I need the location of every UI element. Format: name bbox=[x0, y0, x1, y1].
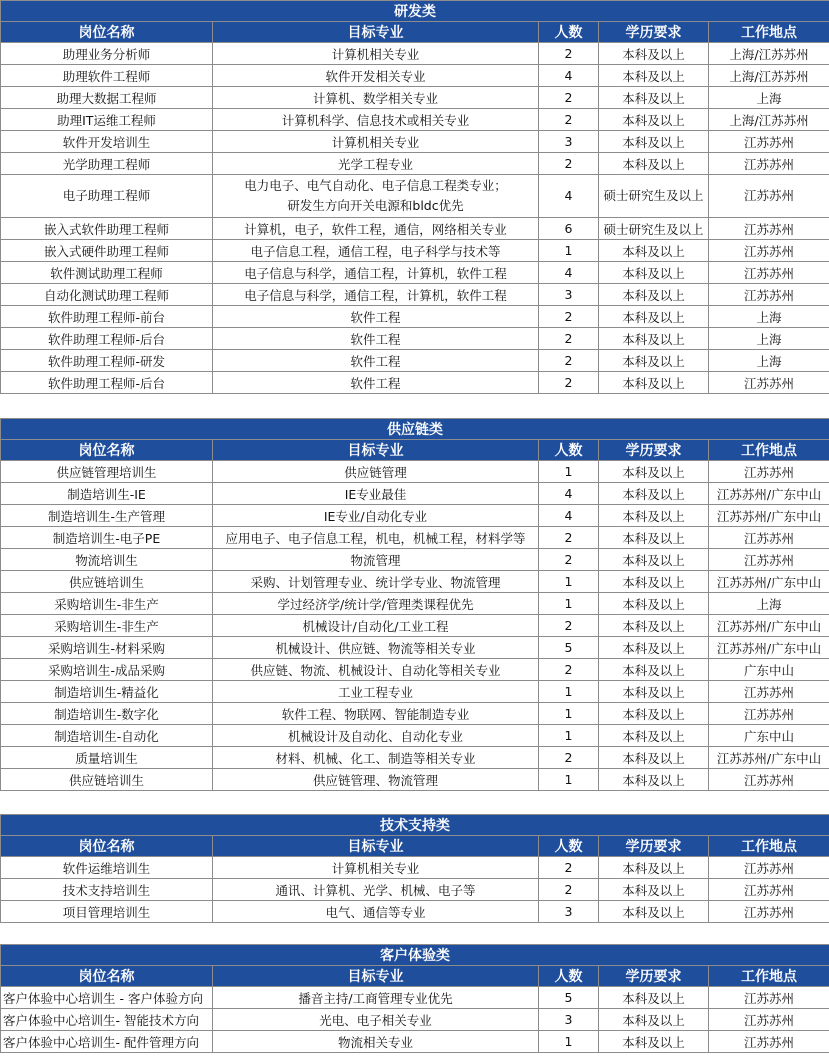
position-name-cell: 制造培训生-精益化 bbox=[1, 681, 213, 703]
education-cell: 本科及以上 bbox=[599, 747, 709, 769]
location-cell: 江苏苏州 bbox=[709, 218, 829, 240]
headcount-cell: 1 bbox=[539, 593, 599, 615]
education-cell: 本科及以上 bbox=[599, 306, 709, 328]
location-cell: 江苏苏州/广东中山 bbox=[709, 571, 829, 593]
headcount-cell: 2 bbox=[539, 109, 599, 131]
location-cell: 江苏苏州 bbox=[709, 131, 829, 153]
education-cell: 本科及以上 bbox=[599, 131, 709, 153]
location-cell: 江苏苏州 bbox=[709, 262, 829, 284]
section-title: 技术支持类 bbox=[1, 815, 829, 836]
major-cell: 光电、电子相关专业 bbox=[213, 1009, 539, 1031]
major-cell: IE专业/自动化专业 bbox=[213, 505, 539, 527]
section-title: 供应链类 bbox=[1, 419, 829, 440]
header-position-name: 岗位名称 bbox=[1, 440, 213, 461]
header-headcount: 人数 bbox=[539, 836, 599, 857]
section-title: 研发类 bbox=[1, 1, 829, 22]
table-row bbox=[1, 593, 829, 615]
major-cell: 软件工程 bbox=[213, 328, 539, 350]
table-row bbox=[1, 218, 829, 240]
header-position-name: 岗位名称 bbox=[1, 966, 213, 987]
table-row bbox=[1, 461, 829, 483]
major-cell: 应用电子、电子信息工程，机电，机械工程，材料学等 bbox=[213, 527, 539, 549]
headcount-cell: 1 bbox=[539, 461, 599, 483]
headcount-cell: 2 bbox=[539, 372, 599, 394]
table-row bbox=[1, 262, 829, 284]
job-table bbox=[0, 944, 829, 1053]
location-cell: 江苏苏州 bbox=[709, 549, 829, 571]
major-cell: 软件工程 bbox=[213, 372, 539, 394]
headcount-cell: 1 bbox=[539, 769, 599, 791]
headcount-cell: 2 bbox=[539, 615, 599, 637]
headcount-cell: 5 bbox=[539, 987, 599, 1009]
position-name-cell: 软件助理工程师-后台 bbox=[1, 328, 213, 350]
table-row bbox=[1, 725, 829, 747]
major-cell: 物流相关专业 bbox=[213, 1031, 539, 1053]
position-name-cell: 嵌入式硬件助理工程师 bbox=[1, 240, 213, 262]
major-cell: 材料、机械、化工、制造等相关专业 bbox=[213, 747, 539, 769]
table-row bbox=[1, 483, 829, 505]
location-cell: 上海/江苏苏州 bbox=[709, 109, 829, 131]
headcount-cell: 3 bbox=[539, 131, 599, 153]
table-row bbox=[1, 901, 829, 923]
table-row bbox=[1, 703, 829, 725]
table-row bbox=[1, 43, 829, 65]
major-cell: 机械设计、供应链、物流等相关专业 bbox=[213, 637, 539, 659]
position-name-cell: 技术支持培训生 bbox=[1, 879, 213, 901]
location-cell: 江苏苏州/广东中山 bbox=[709, 747, 829, 769]
table-row bbox=[1, 131, 829, 153]
headcount-cell: 1 bbox=[539, 681, 599, 703]
location-cell: 上海 bbox=[709, 306, 829, 328]
major-cell: 计算机，电子，软件工程，通信，网络相关专业 bbox=[213, 218, 539, 240]
headcount-cell: 2 bbox=[539, 659, 599, 681]
position-name-cell: 助理IT运维工程师 bbox=[1, 109, 213, 131]
position-name-cell: 制造培训生-数字化 bbox=[1, 703, 213, 725]
major-cell: 工业工程专业 bbox=[213, 681, 539, 703]
job-table bbox=[0, 0, 829, 394]
table-row bbox=[1, 328, 829, 350]
education-cell: 本科及以上 bbox=[599, 901, 709, 923]
headcount-cell: 4 bbox=[539, 262, 599, 284]
header-location: 工作地点 bbox=[709, 440, 829, 461]
table-row bbox=[1, 505, 829, 527]
position-name-cell: 质量培训生 bbox=[1, 747, 213, 769]
table-row bbox=[1, 153, 829, 175]
header-location: 工作地点 bbox=[709, 836, 829, 857]
education-cell: 本科及以上 bbox=[599, 153, 709, 175]
education-cell: 本科及以上 bbox=[599, 769, 709, 791]
location-cell: 江苏苏州 bbox=[709, 769, 829, 791]
education-cell: 本科及以上 bbox=[599, 593, 709, 615]
headcount-cell: 2 bbox=[539, 879, 599, 901]
education-cell: 本科及以上 bbox=[599, 350, 709, 372]
table-row bbox=[1, 87, 829, 109]
headcount-cell: 1 bbox=[539, 240, 599, 262]
position-name-cell: 供应链管理培训生 bbox=[1, 461, 213, 483]
education-cell: 本科及以上 bbox=[599, 615, 709, 637]
job-table bbox=[0, 814, 829, 923]
major-cell: 机械设计及自动化、自动化专业 bbox=[213, 725, 539, 747]
table-row bbox=[1, 769, 829, 791]
location-cell: 江苏苏州 bbox=[709, 681, 829, 703]
header-headcount: 人数 bbox=[539, 22, 599, 43]
education-cell: 本科及以上 bbox=[599, 571, 709, 593]
major-cell: 电力电子、电气自动化、电子信息工程类专业； 研发生方向开关电源和bldc优先 bbox=[213, 175, 539, 218]
education-cell: 本科及以上 bbox=[599, 703, 709, 725]
header-headcount: 人数 bbox=[539, 440, 599, 461]
location-cell: 江苏苏州 bbox=[709, 857, 829, 879]
education-cell: 本科及以上 bbox=[599, 505, 709, 527]
section-table bbox=[0, 944, 829, 1053]
table-row bbox=[1, 284, 829, 306]
position-name-cell: 软件助理工程师-后台 bbox=[1, 372, 213, 394]
table-row bbox=[1, 65, 829, 87]
table-row bbox=[1, 879, 829, 901]
position-name-cell: 软件测试助理工程师 bbox=[1, 262, 213, 284]
location-cell: 江苏苏州 bbox=[709, 703, 829, 725]
major-cell: 软件工程 bbox=[213, 306, 539, 328]
position-name-cell: 自动化测试助理工程师 bbox=[1, 284, 213, 306]
location-cell: 江苏苏州/广东中山 bbox=[709, 483, 829, 505]
education-cell: 本科及以上 bbox=[599, 527, 709, 549]
location-cell: 广东中山 bbox=[709, 725, 829, 747]
education-cell: 本科及以上 bbox=[599, 328, 709, 350]
position-name-cell: 制造培训生-电子PE bbox=[1, 527, 213, 549]
position-name-cell: 采购培训生-成品采购 bbox=[1, 659, 213, 681]
position-name-cell: 采购培训生-非生产 bbox=[1, 593, 213, 615]
education-cell: 本科及以上 bbox=[599, 372, 709, 394]
position-name-cell: 软件开发培训生 bbox=[1, 131, 213, 153]
table-row bbox=[1, 527, 829, 549]
header-major: 目标专业 bbox=[213, 966, 539, 987]
header-education: 学历要求 bbox=[599, 966, 709, 987]
education-cell: 本科及以上 bbox=[599, 725, 709, 747]
position-name-cell: 制造培训生-自动化 bbox=[1, 725, 213, 747]
education-cell: 本科及以上 bbox=[599, 109, 709, 131]
table-row bbox=[1, 857, 829, 879]
headcount-cell: 4 bbox=[539, 483, 599, 505]
header-major: 目标专业 bbox=[213, 22, 539, 43]
position-name-cell: 物流培训生 bbox=[1, 549, 213, 571]
location-cell: 江苏苏州 bbox=[709, 153, 829, 175]
major-cell: 播音主持/工商管理专业优先 bbox=[213, 987, 539, 1009]
position-name-cell: 助理业务分析师 bbox=[1, 43, 213, 65]
location-cell: 江苏苏州 bbox=[709, 1031, 829, 1053]
headcount-cell: 2 bbox=[539, 350, 599, 372]
table-row bbox=[1, 571, 829, 593]
position-name-cell: 光学助理工程师 bbox=[1, 153, 213, 175]
headcount-cell: 3 bbox=[539, 1009, 599, 1031]
major-cell: 计算机相关专业 bbox=[213, 857, 539, 879]
position-name-cell: 助理大数据工程师 bbox=[1, 87, 213, 109]
location-cell: 江苏苏州 bbox=[709, 527, 829, 549]
table-row bbox=[1, 549, 829, 571]
education-cell: 本科及以上 bbox=[599, 637, 709, 659]
education-cell: 本科及以上 bbox=[599, 262, 709, 284]
major-cell: 计算机相关专业 bbox=[213, 131, 539, 153]
major-cell: 软件开发相关专业 bbox=[213, 65, 539, 87]
education-cell: 本科及以上 bbox=[599, 659, 709, 681]
major-cell: 计算机、数学相关专业 bbox=[213, 87, 539, 109]
major-cell: 供应链管理 bbox=[213, 461, 539, 483]
major-cell: 采购、计划管理专业、统计学专业、物流管理 bbox=[213, 571, 539, 593]
education-cell: 本科及以上 bbox=[599, 65, 709, 87]
headcount-cell: 4 bbox=[539, 65, 599, 87]
headcount-cell: 4 bbox=[539, 175, 599, 218]
position-name-cell: 客户体验中心培训生- 配件管理方向 bbox=[1, 1031, 213, 1053]
education-cell: 本科及以上 bbox=[599, 987, 709, 1009]
location-cell: 上海 bbox=[709, 593, 829, 615]
education-cell: 本科及以上 bbox=[599, 284, 709, 306]
location-cell: 上海/江苏苏州 bbox=[709, 43, 829, 65]
position-name-cell: 客户体验中心培训生 - 客户体验方向 bbox=[1, 987, 213, 1009]
position-name-cell: 软件运维培训生 bbox=[1, 857, 213, 879]
headcount-cell: 6 bbox=[539, 218, 599, 240]
major-cell: 软件工程、物联网、智能制造专业 bbox=[213, 703, 539, 725]
position-name-cell: 客户体验中心培训生- 智能技术方向 bbox=[1, 1009, 213, 1031]
table-row bbox=[1, 615, 829, 637]
table-row bbox=[1, 1031, 829, 1053]
headcount-cell: 2 bbox=[539, 328, 599, 350]
position-name-cell: 软件助理工程师-前台 bbox=[1, 306, 213, 328]
position-name-cell: 软件助理工程师-研发 bbox=[1, 350, 213, 372]
header-position-name: 岗位名称 bbox=[1, 22, 213, 43]
major-cell: 软件工程 bbox=[213, 350, 539, 372]
table-row bbox=[1, 747, 829, 769]
location-cell: 上海 bbox=[709, 350, 829, 372]
location-cell: 广东中山 bbox=[709, 659, 829, 681]
major-cell: 通讯、计算机、光学、机械、电子等 bbox=[213, 879, 539, 901]
headcount-cell: 3 bbox=[539, 284, 599, 306]
table-row bbox=[1, 240, 829, 262]
header-location: 工作地点 bbox=[709, 22, 829, 43]
position-name-cell: 嵌入式软件助理工程师 bbox=[1, 218, 213, 240]
location-cell: 江苏苏州 bbox=[709, 284, 829, 306]
headcount-cell: 3 bbox=[539, 901, 599, 923]
education-cell: 硕士研究生及以上 bbox=[599, 175, 709, 218]
major-cell: 机械设计/自动化/工业工程 bbox=[213, 615, 539, 637]
header-education: 学历要求 bbox=[599, 836, 709, 857]
major-cell: 计算机科学、信息技术或相关专业 bbox=[213, 109, 539, 131]
table-row bbox=[1, 1009, 829, 1031]
major-cell: 电子信息与科学，通信工程，计算机，软件工程 bbox=[213, 262, 539, 284]
major-cell: 物流管理 bbox=[213, 549, 539, 571]
major-cell: IE专业最佳 bbox=[213, 483, 539, 505]
header-major: 目标专业 bbox=[213, 440, 539, 461]
location-cell: 江苏苏州/广东中山 bbox=[709, 505, 829, 527]
location-cell: 上海/江苏苏州 bbox=[709, 65, 829, 87]
header-education: 学历要求 bbox=[599, 22, 709, 43]
headcount-cell: 1 bbox=[539, 703, 599, 725]
education-cell: 本科及以上 bbox=[599, 1031, 709, 1053]
section-title: 客户体验类 bbox=[1, 945, 829, 966]
table-row bbox=[1, 637, 829, 659]
major-cell: 电子信息与科学，通信工程，计算机，软件工程 bbox=[213, 284, 539, 306]
education-cell: 本科及以上 bbox=[599, 483, 709, 505]
header-education: 学历要求 bbox=[599, 440, 709, 461]
position-name-cell: 采购培训生-非生产 bbox=[1, 615, 213, 637]
headcount-cell: 2 bbox=[539, 153, 599, 175]
major-cell: 供应链管理、物流管理 bbox=[213, 769, 539, 791]
headcount-cell: 2 bbox=[539, 747, 599, 769]
location-cell: 江苏苏州 bbox=[709, 879, 829, 901]
table-row bbox=[1, 681, 829, 703]
education-cell: 本科及以上 bbox=[599, 549, 709, 571]
table-row bbox=[1, 350, 829, 372]
position-name-cell: 电子助理工程师 bbox=[1, 175, 213, 218]
table-row bbox=[1, 175, 829, 218]
location-cell: 江苏苏州/广东中山 bbox=[709, 615, 829, 637]
location-cell: 江苏苏州 bbox=[709, 372, 829, 394]
education-cell: 本科及以上 bbox=[599, 461, 709, 483]
location-cell: 江苏苏州 bbox=[709, 461, 829, 483]
education-cell: 本科及以上 bbox=[599, 87, 709, 109]
position-name-cell: 供应链培训生 bbox=[1, 769, 213, 791]
location-cell: 江苏苏州 bbox=[709, 240, 829, 262]
education-cell: 本科及以上 bbox=[599, 240, 709, 262]
header-major: 目标专业 bbox=[213, 836, 539, 857]
header-position-name: 岗位名称 bbox=[1, 836, 213, 857]
education-cell: 本科及以上 bbox=[599, 879, 709, 901]
header-headcount: 人数 bbox=[539, 966, 599, 987]
major-cell: 电子信息工程，通信工程，电子科学与技术等 bbox=[213, 240, 539, 262]
headcount-cell: 4 bbox=[539, 505, 599, 527]
major-cell: 电气、通信等专业 bbox=[213, 901, 539, 923]
position-name-cell: 制造培训生-生产管理 bbox=[1, 505, 213, 527]
headcount-cell: 2 bbox=[539, 43, 599, 65]
major-cell: 光学工程专业 bbox=[213, 153, 539, 175]
table-row bbox=[1, 306, 829, 328]
headcount-cell: 2 bbox=[539, 549, 599, 571]
section-table bbox=[0, 0, 829, 394]
headcount-cell: 1 bbox=[539, 571, 599, 593]
major-cell: 学过经济学/统计学/管理类课程优先 bbox=[213, 593, 539, 615]
headcount-cell: 5 bbox=[539, 637, 599, 659]
major-cell: 供应链、物流、机械设计、自动化等相关专业 bbox=[213, 659, 539, 681]
education-cell: 硕士研究生及以上 bbox=[599, 218, 709, 240]
location-cell: 上海 bbox=[709, 87, 829, 109]
table-row bbox=[1, 372, 829, 394]
position-name-cell: 助理软件工程师 bbox=[1, 65, 213, 87]
education-cell: 本科及以上 bbox=[599, 681, 709, 703]
position-name-cell: 供应链培训生 bbox=[1, 571, 213, 593]
location-cell: 江苏苏州/广东中山 bbox=[709, 637, 829, 659]
headcount-cell: 2 bbox=[539, 87, 599, 109]
section-table bbox=[0, 814, 829, 923]
location-cell: 上海 bbox=[709, 328, 829, 350]
job-table bbox=[0, 418, 829, 791]
header-location: 工作地点 bbox=[709, 966, 829, 987]
table-row bbox=[1, 987, 829, 1009]
location-cell: 江苏苏州 bbox=[709, 987, 829, 1009]
headcount-cell: 1 bbox=[539, 1031, 599, 1053]
table-row bbox=[1, 109, 829, 131]
location-cell: 江苏苏州 bbox=[709, 175, 829, 218]
headcount-cell: 2 bbox=[539, 857, 599, 879]
location-cell: 江苏苏州 bbox=[709, 901, 829, 923]
headcount-cell: 2 bbox=[539, 527, 599, 549]
position-name-cell: 项目管理培训生 bbox=[1, 901, 213, 923]
education-cell: 本科及以上 bbox=[599, 1009, 709, 1031]
section-table bbox=[0, 418, 829, 791]
table-row bbox=[1, 659, 829, 681]
position-name-cell: 制造培训生-IE bbox=[1, 483, 213, 505]
major-cell: 计算机相关专业 bbox=[213, 43, 539, 65]
education-cell: 本科及以上 bbox=[599, 857, 709, 879]
headcount-cell: 1 bbox=[539, 725, 599, 747]
headcount-cell: 2 bbox=[539, 306, 599, 328]
position-name-cell: 采购培训生-材料采购 bbox=[1, 637, 213, 659]
education-cell: 本科及以上 bbox=[599, 43, 709, 65]
location-cell: 江苏苏州 bbox=[709, 1009, 829, 1031]
